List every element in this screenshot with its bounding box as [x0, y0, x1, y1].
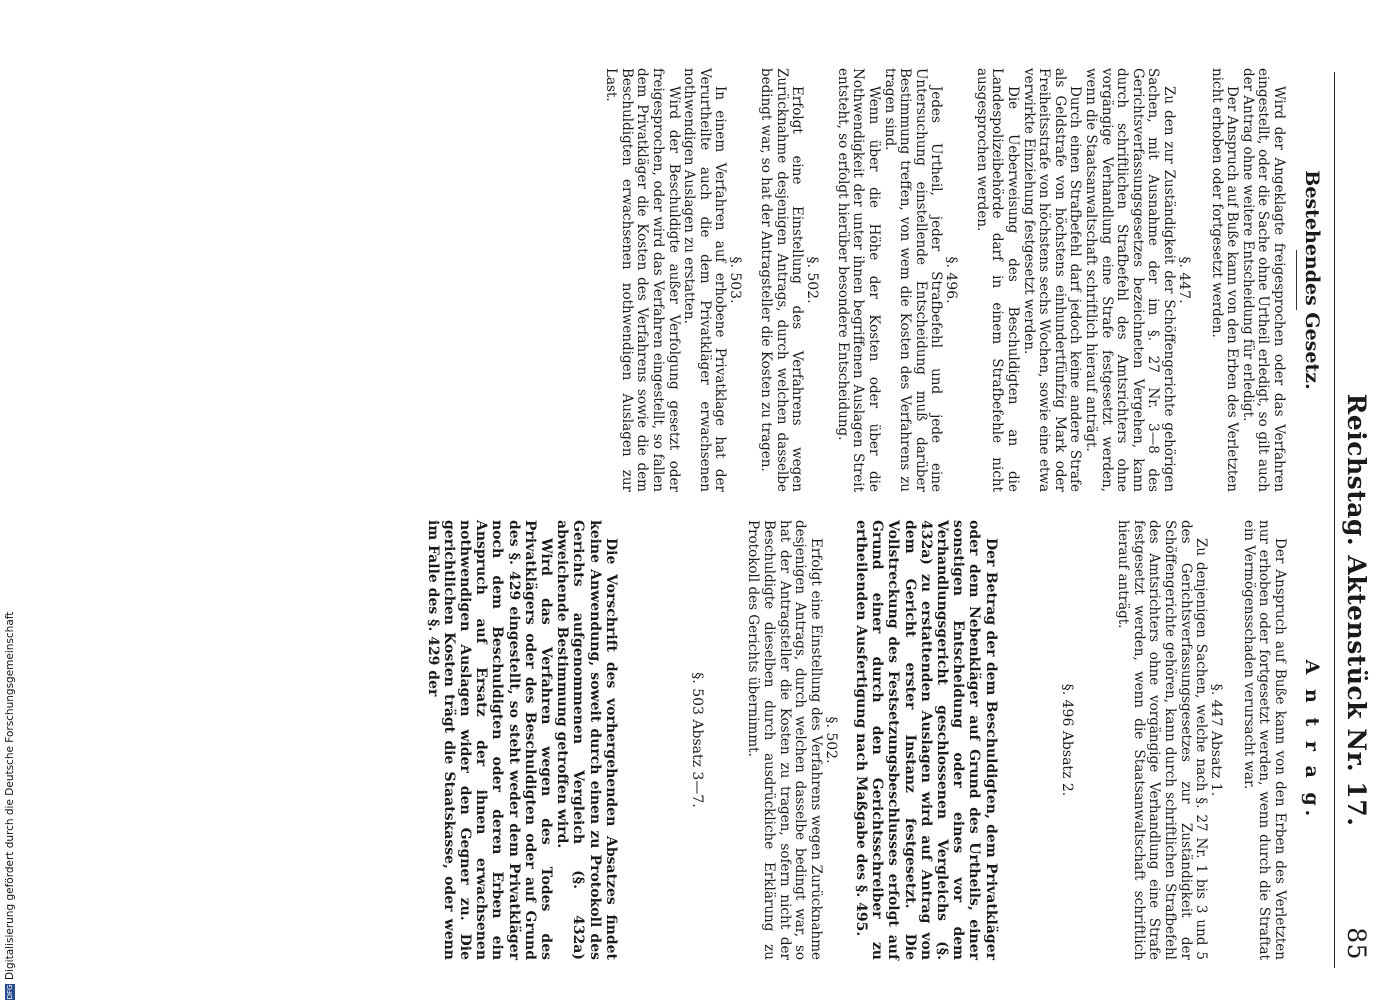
- section-447-text: [973, 68, 1176, 492]
- section-heading-496: §. 496 Absatz 2.: [1058, 683, 1075, 797]
- paragraph: Die Vorschrift des vorhergehenden Absatzes findet keine Anwendung, soweit durch einen zu Protokoll des Gerichts aufgenommenen Vergleich (§. 432a) abweichende Bestimmung getroffen wird.: [554, 520, 619, 960]
- paragraph: Zu den zur Zuständigkeit der Schöffengerichte gehörigen Sachen, mit Ausnahme der im §. 27 Nr. 3—8 des Gerichtsverfassungsgesetzes bezeichneten Vergehen, kann durch schriftlichen Strafbefehl des Amtsrichters ohne vorgängige Verhandlung eine Strafe festgesetzt werden, wenn die Staatsanwaltschaft schriftlich hierauf anträgt.: [1083, 68, 1178, 492]
- column-existing-law: [603, 68, 1331, 492]
- paragraph: Wird der Beschuldigte außer Verfolgung gesetzt oder freigesprochen, oder wird das Verfahren eingestellt, so fallen dem Privatkläger die Kosten des Verfahrens sowie die dem Beschuldigten erwachsenen nothwendigen Auslagen zur Last.: [603, 68, 682, 492]
- section-heading-502: §. 502.: [804, 256, 821, 304]
- section-heading-447: §. 447 Absatz 1.: [1208, 683, 1225, 797]
- footer-text: Digitalisierung gefördert durch die Deutsche Forschungsgemeinschaft: [4, 611, 16, 980]
- paragraph: Erfolgt eine Einstellung des Verfahrens wegen Zurücknahme desjenigen Antrags, durch welchen dasselbe bedingt war, so hat der Antragsteller die Kosten zu tragen, sofern nicht der Beschuldigte dieselben durch ausdrückliche Erklärung zu Protokoll des Gerichts übernimmt.: [745, 520, 824, 960]
- section-496-text: [834, 68, 943, 492]
- section-496-text: [853, 520, 999, 960]
- paragraph: Wird der Angeklagte freigesprochen oder das Verfahren eingestellt, oder die Sache ohne Urtheil erledigt, so gilt auch der Antrag ohne weitere Entscheidung für erledigt.: [1239, 68, 1287, 492]
- section-502-text: [745, 520, 823, 960]
- paragraph: Zu denjenigen Sachen, welche nach §. 27 Nr. 1 bis 3 und 5 des Gerichtsverfassungsgesetzes zur Zuständigkeit der Schöffengerichte gehören, kann durch schriftlichen Strafbefehl des Amtsrichters ohne vorgängige Verhandlung eine Strafe festgesetzt werden, wenn die Staatsanwaltschaft schriftlich hierauf anträgt.: [1115, 520, 1210, 960]
- section-heading-503: §. 503 Absatz 3—7.: [688, 672, 705, 808]
- paragraph: Der Betrag der dem Beschuldigten, dem Privatkläger oder dem Nebenkläger auf Grund des Urtheils, einer sonstigen Entscheidung oder eines vor dem Verhandlungsgericht geschlossenen Vergleichs (§. 432a) zu erstattenden Auslagen wird auf Antrag von dem Gericht erster Instanz festgesetzt. Die Vollstreckung des Festsetzungsbeschlusses erfolgt auf Grund einer durch den Gerichtsschreiber zu ertheilenden Ausfertigung nach Maßgabe des §. 495.: [853, 520, 999, 960]
- paragraph: Wenn über die Höhe der Kosten oder über die Nothwendigkeit der unter ihnen begriffenen Auslagen Streit entsteht, so erfolgt hierüber besondere Entscheidung.: [834, 68, 882, 492]
- section-447-text: [1115, 520, 1209, 960]
- paragraph: Erfolgt eine Einstellung des Verfahrens wegen Zurücknahme desjenigen Antrags, durch welchen dasselbe bedingt war, so hat der Antragsteller die Kosten zu tragen.: [757, 68, 806, 492]
- paragraph: In einem Verfahren auf erhobene Privatklage hat der Verurtheilte auch die dem Privatkläger erwachsenen nothwendigen Auslagen zu erstatten.: [681, 68, 729, 492]
- paragraph: Jedes Urtheil, jeder Strafbefehl und jede eine Untersuchung einstellende Entscheidung muß darüber Bestimmung treffen, von wem die Kosten des Verfahrens zu tragen sind.: [881, 68, 945, 492]
- paragraph: Der Anspruch auf Buße kann von den Erben des Verletzten nicht erhoben oder fortgesetzt werden.: [1208, 68, 1241, 492]
- paragraph: Die Ueberweisung des Beschuldigten an die Landespolizeibehörde darf in einem Strafbefehle nicht ausgesprochen werden.: [973, 68, 1022, 492]
- paragraph: Der Anspruch auf Buße kann von den Erben des Verletzten nur erhoben oder fortgesetzt werden, wenn durch die Straftat ein Vermögensschaden verursacht war.: [1240, 520, 1288, 960]
- paragraph: Wird das Verfahren wegen des Todes des Privatklägers oder des Beschuldigten oder auf Grund des §. 429 eingestellt, so steht weder dem Privatkläger noch dem Beschuldigten oder deren Erben ein Anspruch auf Ersatz der ihnen erwachsenen nothwendigen Auslagen wider den Gegner zu. Die gerichtlichen Kosten trägt die Staatskasse, oder wenn im Falle des §. 429 der: [424, 520, 555, 960]
- section-heading-496: §. 496.: [943, 256, 960, 304]
- column-motion: [424, 520, 1331, 960]
- section-502-text: [757, 68, 804, 492]
- section-heading-502: §. 502.: [822, 716, 839, 764]
- digitization-footer: [2, 0, 20, 1000]
- page-header-title: Reichstag. Aktenstück Nr. 17.: [1342, 393, 1371, 827]
- intro-text: [1208, 68, 1286, 492]
- header-rule: [1334, 72, 1335, 968]
- section-heading-503: §. 503.: [727, 256, 744, 304]
- page-number: 85: [1342, 927, 1371, 960]
- paragraph: Durch einen Strafbefehl darf jedoch keine andere Strafe als Geldstrafe von höchstens einhundertfünfzig Mark oder Freiheitsstrafe von höchstens sechs Wochen, sowie eine etwa verwirkte Einziehung festgesetzt werden.: [1020, 68, 1084, 492]
- dfg-logo-icon: DFG: [6, 984, 14, 1000]
- section-503-text: [424, 520, 618, 960]
- section-heading-447: §. 447.: [1176, 256, 1193, 304]
- section-503-text: [603, 68, 728, 492]
- intro-text: [1240, 520, 1287, 960]
- column-title: Bestehendes Gesetz.: [1301, 170, 1323, 390]
- column-title: A n t r a g.: [1301, 659, 1323, 821]
- title-divider: [1296, 250, 1297, 310]
